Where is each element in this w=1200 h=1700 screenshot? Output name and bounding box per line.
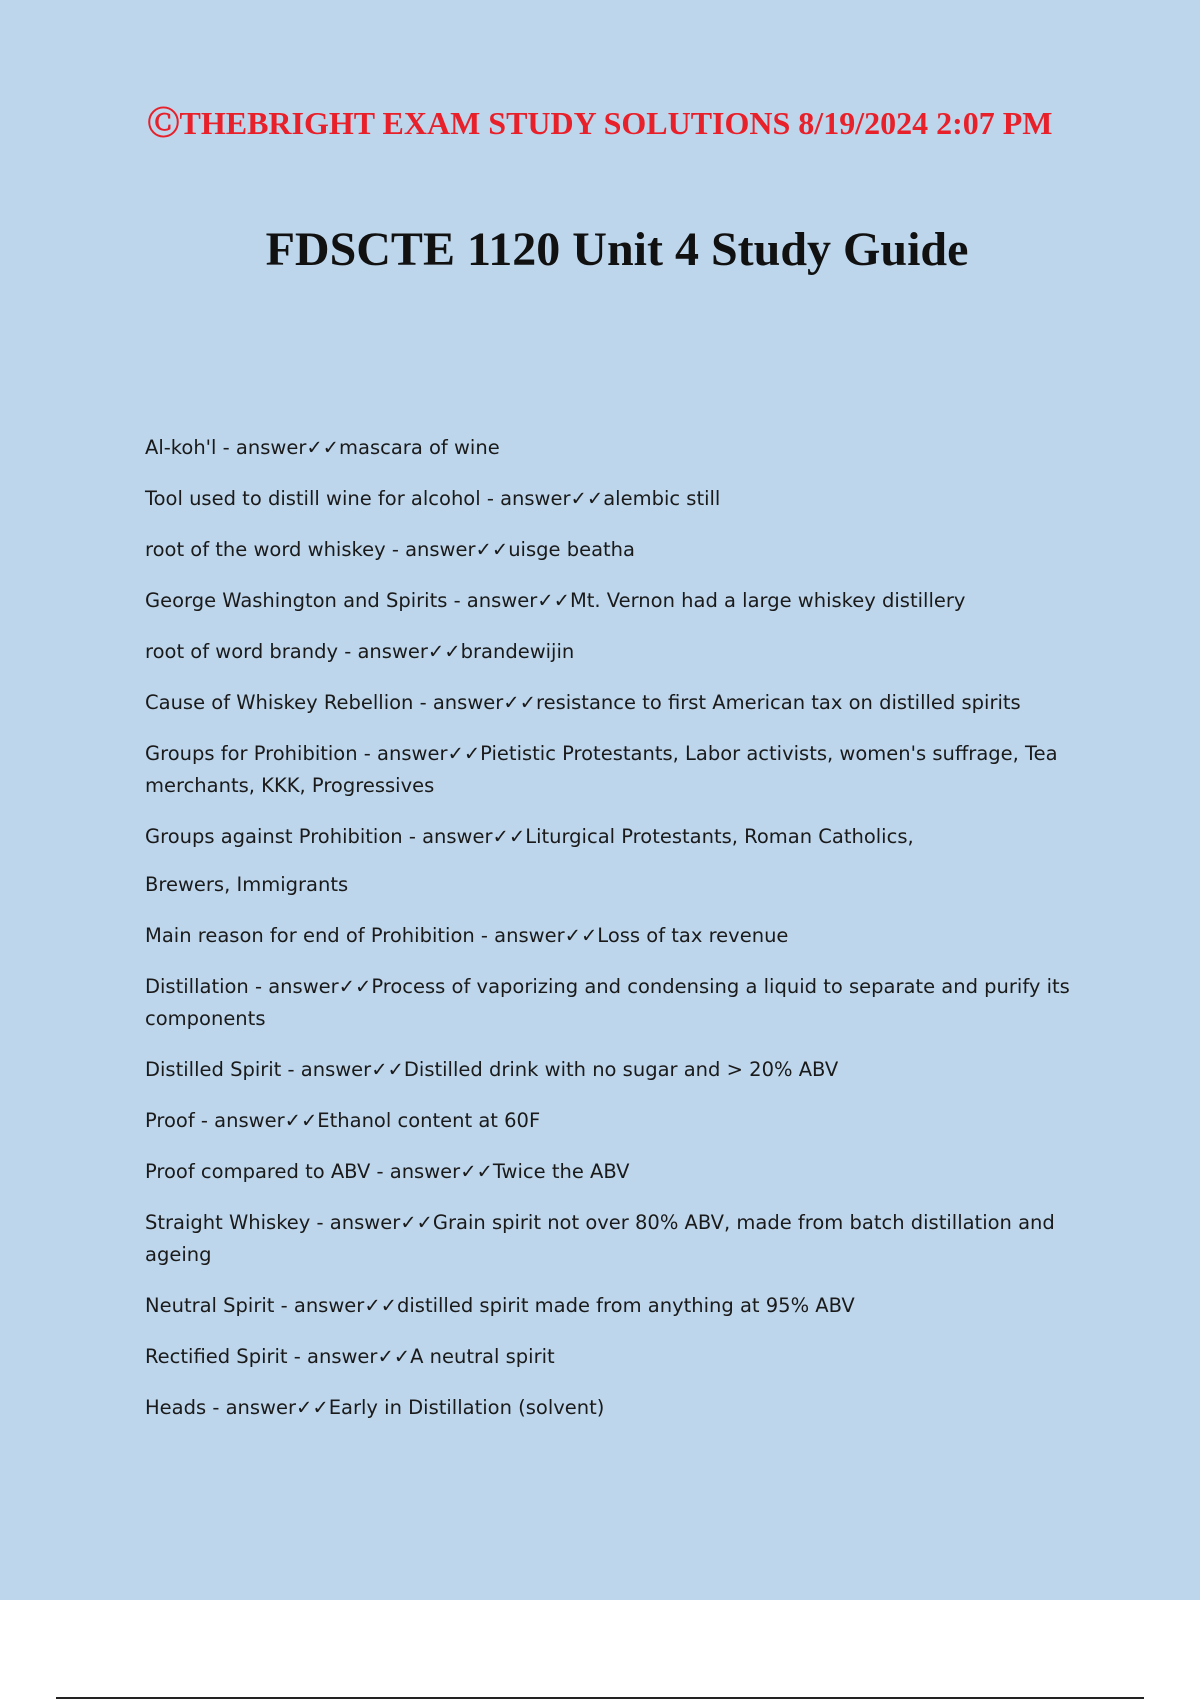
list-item [145, 636, 1085, 668]
item-answer: Pietistic Protestants, Labor activists, women's suffrage, Tea merchants, KKK, Progressives [145, 742, 1058, 797]
checkmark-icon: ✓✓ [377, 1345, 411, 1368]
item-question: Proof [145, 1109, 195, 1132]
item-answer: Grain spirit not over 80% ABV, made from batch distillation and ageing [145, 1211, 1055, 1266]
item-question: Al-koh'l [145, 436, 217, 459]
list-item [145, 1341, 1085, 1373]
checkmark-icon: ✓✓ [564, 924, 598, 947]
list-item [145, 920, 1085, 952]
item-answer: A neutral spirit [410, 1345, 555, 1368]
item-answer: Distilled drink with no sugar and > 20% ABV [403, 1058, 839, 1081]
item-separator: - answer [480, 487, 571, 510]
list-item-continuation [145, 869, 1085, 901]
item-question: root of the word whiskey [145, 538, 386, 561]
list-item [145, 1290, 1085, 1322]
list-item [145, 1207, 1085, 1271]
item-separator: - answer [194, 1109, 285, 1132]
checkmark-icon: ✓✓ [447, 742, 481, 765]
checkmark-icon: ✓✓ [537, 589, 570, 612]
item-answer: Twice the ABV [492, 1160, 630, 1183]
item-answer: Early in Distillation (solvent) [328, 1396, 605, 1419]
item-question: Tool used to distill wine for alcohol [145, 487, 481, 510]
item-separator: - answer [287, 1345, 378, 1368]
document-title: FDSCTE 1120 Unit 4 Study Guide [265, 223, 969, 276]
item-question: Proof compared to ABV [145, 1160, 371, 1183]
item-answer: Liturgical Protestants, Roman Catholics, [525, 825, 914, 848]
list-item [145, 432, 1085, 464]
item-separator: - answer [385, 538, 476, 561]
checkmark-icon: ✓✓ [460, 1160, 493, 1183]
item-answer: distilled spirit made from anything at 95% ABV [397, 1294, 855, 1317]
item-question: Groups for Prohibition [145, 742, 358, 765]
list-item [145, 738, 1085, 802]
list-item [145, 483, 1085, 515]
item-answer: mascara of wine [339, 436, 500, 459]
item-question: Groups against Prohibition [145, 825, 403, 848]
study-guide-list [145, 432, 1085, 1443]
item-question: Rectified Spirit [145, 1345, 288, 1368]
checkmark-icon: ✓✓ [284, 1109, 318, 1132]
item-separator: - answer [474, 924, 565, 947]
list-item [145, 1392, 1085, 1424]
list-item [145, 1105, 1085, 1137]
item-answer: resistance to first American tax on distilled spirits [535, 691, 1021, 714]
item-separator: - answer [274, 1294, 365, 1317]
item-separator: - answer [216, 436, 307, 459]
checkmark-icon: ✓✓ [364, 1294, 397, 1317]
item-answer: brandewijin [460, 640, 575, 663]
watermark-header: ⒸTHEBRIGHT EXAM STUDY SOLUTIONS 8/19/2024 2:07 PM [147, 105, 1053, 141]
item-question: Distilled Spirit [145, 1058, 282, 1081]
list-item [145, 1156, 1085, 1188]
item-answer: Brewers, Immigrants [145, 873, 349, 896]
checkmark-icon: ✓✓ [503, 691, 536, 714]
item-question: Cause of Whiskey Rebellion [145, 691, 414, 714]
checkmark-icon: ✓✓ [306, 436, 340, 459]
item-answer: uisge beatha [508, 538, 635, 561]
item-answer: Loss of tax revenue [597, 924, 789, 947]
item-question: Heads [145, 1396, 207, 1419]
list-item [145, 971, 1085, 1035]
item-separator: - answer [338, 640, 428, 663]
checkmark-icon: ✓✓ [427, 640, 461, 663]
item-separator: - answer [357, 742, 448, 765]
item-separator: - answer [206, 1396, 297, 1419]
list-item [145, 687, 1085, 719]
checkmark-icon: ✓✓ [570, 487, 604, 510]
checkmark-icon: ✓✓ [296, 1396, 329, 1419]
item-question: Neutral Spirit [145, 1294, 275, 1317]
item-question: Distillation [145, 975, 249, 998]
item-answer: Mt. Vernon had a large whiskey distillery [569, 589, 966, 612]
checkmark-icon: ✓✓ [492, 825, 526, 848]
list-item [145, 821, 1085, 853]
item-question: Straight Whiskey [145, 1211, 311, 1234]
item-separator: - answer [402, 825, 493, 848]
item-answer: Process of vaporizing and condensing a liquid to separate and purify its components [145, 975, 1070, 1030]
list-item [145, 585, 1085, 617]
checkmark-icon: ✓✓ [371, 1058, 404, 1081]
item-answer: alembic still [603, 487, 721, 510]
item-separator: - answer [447, 589, 538, 612]
checkmark-icon: ✓✓ [338, 975, 372, 998]
item-question: root of word brandy [145, 640, 339, 663]
item-separator: - answer [370, 1160, 461, 1183]
item-separator: - answer [413, 691, 504, 714]
item-answer: Ethanol content at 60F [317, 1109, 541, 1132]
item-separator: - answer [281, 1058, 372, 1081]
item-separator: - answer [310, 1211, 401, 1234]
item-question: George Washington and Spirits [145, 589, 448, 612]
item-separator: - answer [248, 975, 339, 998]
item-question: Main reason for end of Prohibition [145, 924, 475, 947]
list-item [145, 1054, 1085, 1086]
list-item [145, 534, 1085, 566]
checkmark-icon: ✓✓ [475, 538, 509, 561]
checkmark-icon: ✓✓ [400, 1211, 433, 1234]
footer-rule [56, 1697, 1144, 1699]
